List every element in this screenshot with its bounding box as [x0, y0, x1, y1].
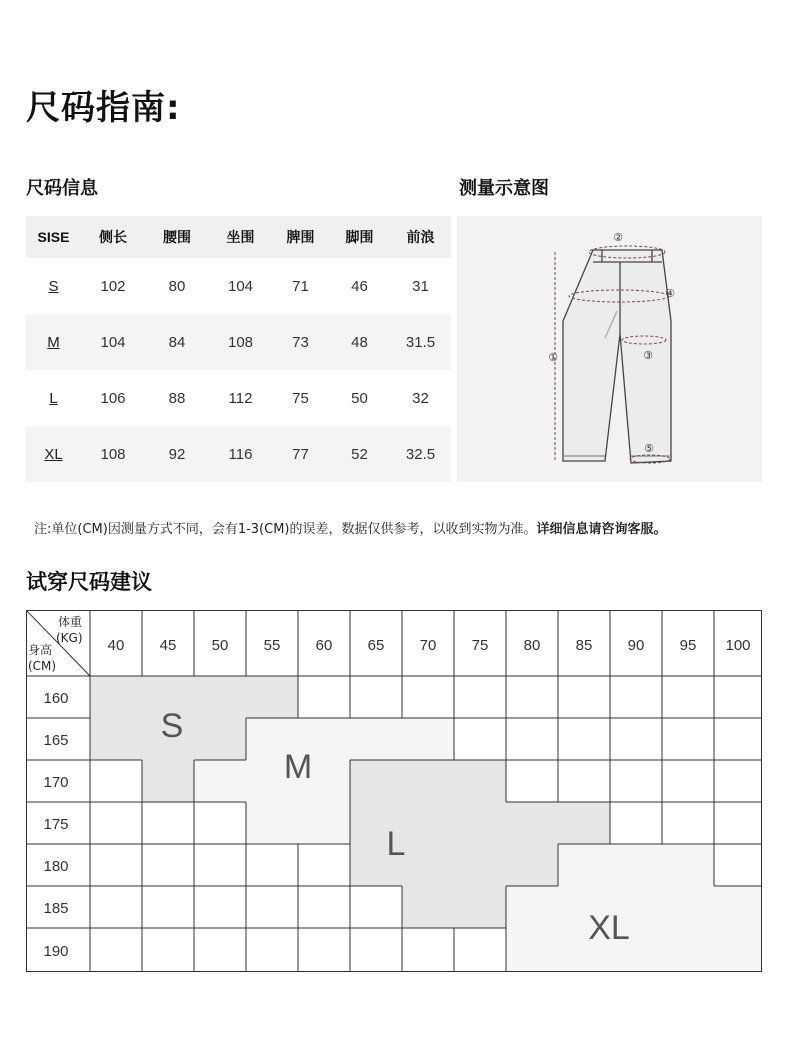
- table-cell: 112: [228, 389, 253, 407]
- weight-header: 65: [367, 637, 385, 654]
- size-L-region: [402, 886, 506, 928]
- size-XL-region: [506, 928, 762, 972]
- size-L-region: [350, 760, 506, 802]
- table-cell: 75: [292, 389, 309, 407]
- table-cell: 102: [100, 277, 126, 295]
- corner-weight-label: 体重: [58, 615, 83, 629]
- trousers-outline: [563, 250, 671, 463]
- height-header: 185: [43, 900, 69, 917]
- corner-height-unit: (CM): [28, 659, 57, 673]
- header-cell: 脚围: [345, 229, 374, 245]
- note-bold: 详细信息请咨询客服。: [536, 522, 667, 537]
- size-XL-label: XL: [588, 909, 630, 947]
- table-cell: 50: [351, 389, 368, 407]
- table-cell: 31: [412, 277, 429, 295]
- size-info-heading: 尺码信息: [26, 178, 98, 199]
- table-cell: 104: [227, 277, 254, 295]
- weight-header: 75: [471, 637, 489, 654]
- weight-header: 95: [679, 637, 697, 654]
- measurement-note: [34, 518, 667, 537]
- recommend-heading: 试穿尺码建议: [26, 570, 152, 594]
- height-header: 175: [43, 816, 69, 833]
- header-cell: 脾围: [286, 229, 315, 245]
- size-recommendation-grid: [26, 610, 762, 972]
- height-header: 190: [43, 943, 69, 960]
- marker-5: ⑤: [644, 442, 654, 455]
- table-row: [26, 370, 451, 426]
- weight-header: 55: [263, 637, 281, 654]
- size-S-region: [142, 760, 194, 802]
- size-info-table: [26, 216, 451, 482]
- height-header: 180: [43, 858, 69, 875]
- marker-1: ①: [548, 351, 558, 364]
- size-S-region: [90, 676, 298, 718]
- table-cell: 31.5: [405, 333, 436, 351]
- weight-header: 100: [725, 637, 751, 654]
- header-cell: 腰围: [163, 229, 191, 245]
- table-cell: 108: [100, 445, 126, 463]
- table-row: [26, 258, 451, 314]
- table-cell: 48: [351, 333, 368, 351]
- weight-header: 85: [575, 637, 593, 654]
- page-title: 尺码指南:: [26, 88, 181, 128]
- size-label: S: [48, 277, 59, 295]
- size-XL-region: [558, 844, 714, 886]
- size-M-region: [246, 718, 454, 760]
- size-label: XL: [44, 445, 63, 463]
- weight-header: 90: [627, 637, 645, 654]
- size-label: M: [47, 333, 60, 351]
- marker-3: ③: [643, 349, 653, 362]
- table-cell: 46: [351, 277, 368, 295]
- size-table-header: [26, 216, 451, 258]
- note-text: 注:单位(CM)因测量方式不同，会有1-3(CM)的误差，数据仅供参考，以收到实物为准。: [34, 522, 537, 537]
- corner-height-label: 身高: [28, 643, 53, 657]
- size-L-label: L: [386, 825, 406, 863]
- table-cell: 73: [292, 333, 309, 351]
- weight-header: 45: [159, 637, 177, 654]
- table-cell: 71: [292, 277, 309, 295]
- corner-weight-unit: (KG): [56, 631, 83, 645]
- size-M-label: M: [283, 748, 313, 786]
- diagram-heading: 测量示意图: [459, 178, 549, 199]
- table-cell: 104: [100, 333, 126, 351]
- height-header: 165: [43, 732, 69, 749]
- measurement-diagram: [457, 216, 762, 482]
- weight-header: 80: [523, 637, 541, 654]
- height-header: 160: [43, 690, 69, 707]
- table-cell: 32: [412, 389, 429, 407]
- weight-header: 40: [107, 637, 125, 654]
- table-row: [26, 426, 451, 482]
- size-M-region: [246, 802, 350, 844]
- size-label: L: [49, 389, 58, 407]
- size-M-region: [194, 760, 350, 802]
- header-cell: 坐围: [226, 229, 255, 245]
- table-cell: 52: [351, 445, 368, 463]
- weight-header: 50: [211, 637, 229, 654]
- table-cell: 77: [292, 445, 309, 463]
- table-cell: 84: [168, 333, 186, 351]
- table-cell: 108: [227, 333, 254, 351]
- table-cell: 32.5: [405, 445, 436, 463]
- size-L-region: [350, 844, 558, 886]
- table-cell: 92: [168, 445, 186, 463]
- weight-header: 60: [315, 637, 333, 654]
- header-cell: 侧长: [99, 229, 127, 245]
- header-cell: 前浪: [406, 229, 435, 245]
- table-row: [26, 314, 451, 370]
- height-header: 170: [43, 774, 69, 791]
- table-cell: 80: [168, 277, 186, 295]
- weight-header: 70: [419, 637, 437, 654]
- size-XL-region: [506, 886, 762, 928]
- table-cell: 106: [100, 389, 126, 407]
- header-cell: SISE: [37, 229, 70, 245]
- table-cell: 116: [228, 445, 253, 463]
- marker-4: ④: [665, 287, 675, 300]
- marker-2: ②: [613, 231, 623, 244]
- size-S-label: S: [160, 707, 184, 745]
- table-cell: 88: [168, 389, 186, 407]
